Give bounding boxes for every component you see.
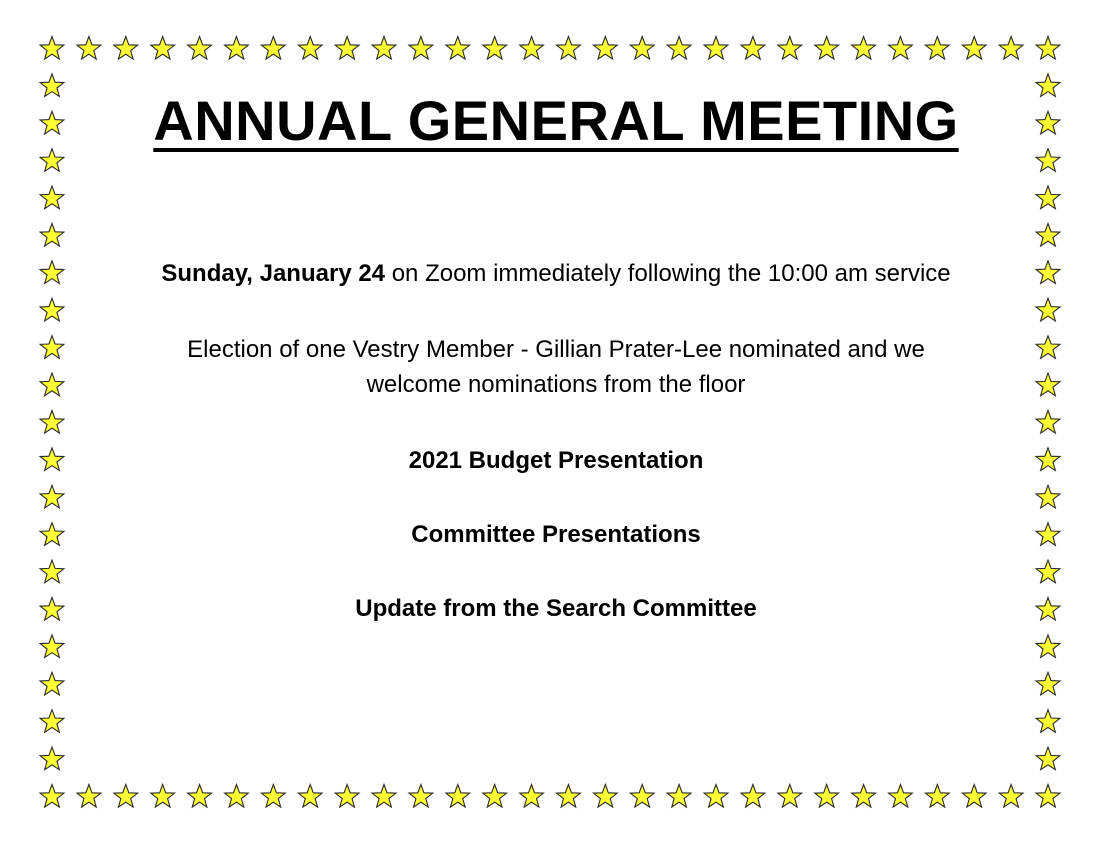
meeting-details	[95, 257, 1017, 291]
star-icon	[925, 785, 949, 808]
star-icon	[1036, 298, 1060, 321]
star-icon	[40, 411, 64, 434]
star-icon	[1036, 74, 1060, 97]
page-title: ANNUAL GENERAL MEETING	[153, 89, 959, 152]
star-icon	[335, 37, 359, 60]
star-icon	[667, 785, 691, 808]
star-icon	[852, 37, 876, 60]
election-line-1: Election of one Vestry Member - Gillian Prater-Lee nominated and we	[187, 336, 925, 363]
star-icon	[40, 560, 64, 583]
star-icon	[1036, 111, 1060, 134]
star-icon	[40, 298, 64, 321]
star-icon	[889, 37, 913, 60]
star-icon	[1036, 560, 1060, 583]
star-icon	[852, 785, 876, 808]
star-icon	[889, 785, 913, 808]
star-icon	[40, 635, 64, 658]
star-icon	[741, 37, 765, 60]
star-icon	[261, 37, 285, 60]
search-committee-item: Update from the Search Committee	[355, 595, 757, 622]
star-icon	[335, 785, 359, 808]
star-icon	[1036, 747, 1060, 770]
star-icon	[815, 785, 839, 808]
star-icon	[520, 785, 544, 808]
star-icon	[298, 37, 322, 60]
star-icon	[630, 37, 654, 60]
star-icon	[261, 785, 285, 808]
star-icon	[446, 37, 470, 60]
star-icon	[483, 785, 507, 808]
star-icon	[409, 785, 433, 808]
star-icon	[409, 37, 433, 60]
star-icon	[741, 785, 765, 808]
star-icon	[225, 785, 249, 808]
star-icon	[40, 261, 64, 284]
star-icon	[225, 37, 249, 60]
meeting-date: Sunday, January 24	[161, 260, 386, 287]
star-icon	[40, 747, 64, 770]
star-icon	[1036, 785, 1060, 808]
star-icon	[188, 785, 212, 808]
star-icon	[1036, 523, 1060, 546]
star-icon	[962, 785, 986, 808]
star-icon	[557, 785, 581, 808]
star-icon	[188, 37, 212, 60]
star-icon	[40, 598, 64, 621]
star-icon	[40, 710, 64, 733]
star-icon	[151, 37, 175, 60]
star-icon	[815, 37, 839, 60]
star-icon	[40, 111, 64, 134]
star-icon	[40, 224, 64, 247]
star-icon	[593, 785, 617, 808]
star-icon	[778, 37, 802, 60]
star-icon	[1036, 411, 1060, 434]
star-icon	[372, 37, 396, 60]
star-icon	[704, 37, 728, 60]
star-icon	[1036, 149, 1060, 172]
star-icon	[1036, 37, 1060, 60]
star-icon	[520, 37, 544, 60]
star-icon	[483, 37, 507, 60]
star-icon	[40, 448, 64, 471]
star-icon	[1036, 635, 1060, 658]
star-icon	[1036, 186, 1060, 209]
star-icon	[114, 37, 138, 60]
star-icon	[778, 785, 802, 808]
star-icon	[1036, 710, 1060, 733]
star-icon	[40, 74, 64, 97]
star-icon	[1036, 448, 1060, 471]
star-icon	[667, 37, 691, 60]
star-icon	[999, 785, 1023, 808]
star-icon	[40, 672, 64, 695]
election-line-2: welcome nominations from the floor	[366, 371, 746, 398]
star-icon	[1036, 336, 1060, 359]
star-icon	[40, 336, 64, 359]
star-icon	[298, 785, 322, 808]
star-icon	[40, 785, 64, 808]
star-icon	[962, 37, 986, 60]
star-icon	[1036, 373, 1060, 396]
star-icon	[40, 37, 64, 60]
star-icon	[40, 149, 64, 172]
star-icon	[630, 785, 654, 808]
star-icon	[1036, 224, 1060, 247]
star-icon	[557, 37, 581, 60]
star-icon	[446, 785, 470, 808]
committee-item: Committee Presentations	[411, 521, 701, 548]
star-icon	[40, 485, 64, 508]
star-icon	[40, 373, 64, 396]
star-icon	[999, 37, 1023, 60]
budget-item: 2021 Budget Presentation	[408, 447, 704, 474]
star-icon	[593, 37, 617, 60]
star-icon	[925, 37, 949, 60]
star-icon	[1036, 485, 1060, 508]
star-icon	[372, 785, 396, 808]
star-icon	[1036, 261, 1060, 284]
star-icon	[151, 785, 175, 808]
star-icon	[1036, 598, 1060, 621]
star-icon	[40, 523, 64, 546]
star-icon	[704, 785, 728, 808]
star-icon	[77, 785, 101, 808]
star-icon	[1036, 672, 1060, 695]
star-icon	[40, 186, 64, 209]
star-icon	[114, 785, 138, 808]
meeting-location: on Zoom immediately following the 10:00 am service	[385, 260, 951, 287]
star-icon	[77, 37, 101, 60]
